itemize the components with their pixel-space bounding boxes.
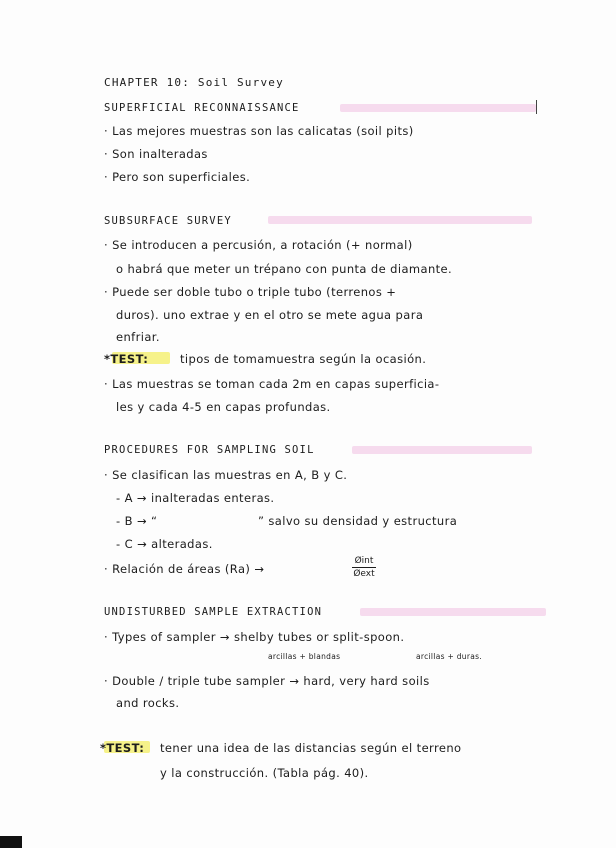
test-label: *TEST: bbox=[100, 741, 145, 755]
test-text: tener una idea de las distancias según el terreno bbox=[160, 741, 462, 755]
note-line: · Se introducen a percusión, a rotación (+ normal) bbox=[104, 238, 413, 252]
note-line: · Double / triple tube sampler → hard, very hard soils bbox=[104, 674, 430, 688]
note-line: - C → alteradas. bbox=[116, 537, 213, 551]
test-label: *TEST: bbox=[104, 352, 149, 366]
note-line: - B → “ bbox=[116, 514, 158, 528]
heading-highlight bbox=[352, 446, 532, 454]
note-line: duros). uno extrae y en el otro se mete agua para bbox=[116, 308, 424, 322]
fraction-denominator: Øext bbox=[353, 569, 375, 579]
note-line: - A → inalteradas enteras. bbox=[116, 491, 275, 505]
note-line: · Las mejores muestras son las calicatas (soil pits) bbox=[104, 124, 414, 138]
fraction-bar bbox=[352, 567, 376, 568]
note-line: o habrá que meter un trépano con punta de diamante. bbox=[116, 262, 453, 276]
sub-note: arcillas + duras. bbox=[416, 652, 483, 661]
note-line: and rocks. bbox=[116, 696, 180, 710]
section-heading-subsurface: SUBSURFACE SURVEY bbox=[104, 215, 232, 227]
chapter-title: CHAPTER 10: Soil Survey bbox=[104, 76, 284, 89]
note-line: les y cada 4-5 en capas profundas. bbox=[116, 400, 331, 414]
test-text: y la construcción. (Tabla pág. 40). bbox=[160, 766, 369, 780]
section-heading-procedures: PROCEDURES FOR SAMPLING SOIL bbox=[104, 444, 315, 456]
scan-corner-mark bbox=[0, 836, 22, 848]
note-line: · Las muestras se toman cada 2m en capas superficia- bbox=[104, 377, 440, 391]
heading-highlight bbox=[268, 216, 532, 224]
margin-mark bbox=[536, 100, 537, 114]
note-line: ” salvo su densidad y estructura bbox=[258, 514, 458, 528]
note-line: · Son inalteradas bbox=[104, 147, 208, 161]
sub-note: arcillas + blandas bbox=[268, 652, 341, 661]
section-heading-undisturbed: UNDISTURBED SAMPLE EXTRACTION bbox=[104, 606, 323, 618]
note-line: · Relación de áreas (Ra) → bbox=[104, 562, 265, 576]
section-heading-superficial: SUPERFICIAL RECONNAISSANCE bbox=[104, 102, 300, 114]
note-line: · Types of sampler → shelby tubes or split-spoon. bbox=[104, 630, 405, 644]
fraction-numerator: Øint bbox=[354, 556, 374, 566]
note-line: enfriar. bbox=[116, 330, 160, 344]
note-line: · Se clasifican las muestras en A, B y C. bbox=[104, 468, 348, 482]
heading-highlight bbox=[340, 104, 536, 112]
test-text: tipos de tomamuestra según la ocasión. bbox=[180, 352, 427, 366]
heading-highlight bbox=[360, 608, 546, 616]
note-line: · Pero son superficiales. bbox=[104, 170, 251, 184]
note-line: · Puede ser doble tubo o triple tubo (terrenos + bbox=[104, 285, 397, 299]
